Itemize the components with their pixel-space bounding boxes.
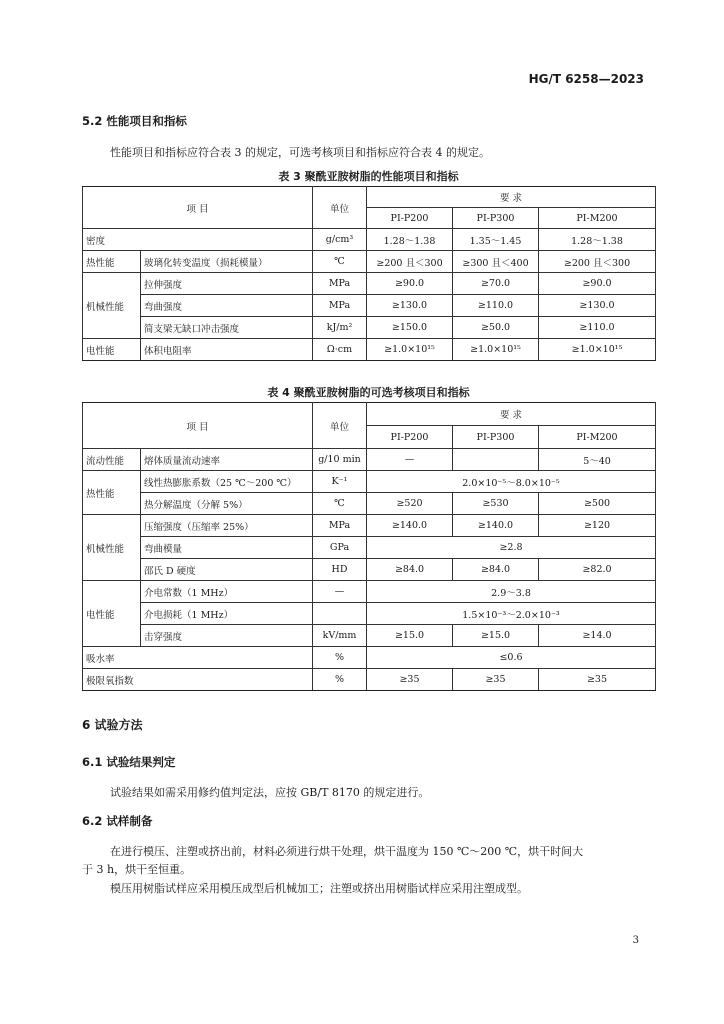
table3-value: ≥110.0 xyxy=(453,295,539,317)
table4-value: ≥84.0 xyxy=(367,559,453,581)
table4-value: — xyxy=(367,449,453,471)
table4-unit: % xyxy=(313,647,367,669)
table3-property: 体积电阻率 xyxy=(141,339,313,361)
table4-unit: GPa xyxy=(313,537,367,559)
table3-grade-p300: PI-P300 xyxy=(453,208,539,229)
table4-category: 吸水率 xyxy=(83,647,313,669)
section-6-2-text-1b: 于 3 h，烘干至恒重。 xyxy=(82,863,192,876)
table3-value: ≥1.0×10¹⁵ xyxy=(367,339,453,361)
section-6-1-text: 试验结果如需采用修约值判定法，应按 GB/T 8170 的规定进行。 xyxy=(110,786,430,799)
section-6-2-heading: 6.2 试样制备 xyxy=(82,814,153,828)
table3-header-unit: 单位 xyxy=(313,187,367,229)
table4-value: ≥2.8 xyxy=(367,537,656,559)
table3-value: ≥1.0×10¹⁵ xyxy=(539,339,656,361)
table3-header-requirement: 要 求 xyxy=(367,187,656,208)
table4-header-item: 项 目 xyxy=(83,403,313,449)
table4-grade-p300: PI-P300 xyxy=(453,426,539,449)
table3-value: ≥70.0 xyxy=(453,273,539,295)
table4-value: 5～40 xyxy=(539,449,656,471)
section-6-1-heading: 6.1 试验结果判定 xyxy=(82,755,176,769)
table3-property: 简支梁无缺口冲击强度 xyxy=(141,317,313,339)
table3-value: 1.28～1.38 xyxy=(539,229,656,251)
table4-value: 2.9～3.8 xyxy=(367,581,656,603)
table4-property: 熔体质量流动速率 xyxy=(141,449,313,471)
table3-category: 机械性能 xyxy=(83,273,141,339)
table4-unit: — xyxy=(313,581,367,603)
table-row xyxy=(83,471,656,493)
table-row xyxy=(83,625,656,647)
table4-value: ≥520 xyxy=(367,493,453,515)
table4-value: ≥15.0 xyxy=(367,625,453,647)
table4-unit: kV/mm xyxy=(313,625,367,647)
table4-unit: HD xyxy=(313,559,367,581)
table3-value: ≥90.0 xyxy=(539,273,656,295)
table3-value: ≥200 且＜300 xyxy=(367,251,453,273)
table4-grade-m200: PI-M200 xyxy=(539,426,656,449)
table-row xyxy=(83,295,656,317)
table4-value: ≥500 xyxy=(539,493,656,515)
section-6-2-text-1a: 在进行模压、注塑或挤出前，材料必须进行烘干处理，烘干温度为 150 ℃～200 ℃，烘干时间大 xyxy=(110,845,584,858)
table4-value: ≥84.0 xyxy=(453,559,539,581)
table-row xyxy=(83,493,656,515)
table3-value: ≥90.0 xyxy=(367,273,453,295)
table-row xyxy=(83,669,656,691)
table4-unit: g/10 min xyxy=(313,449,367,471)
table4-value xyxy=(453,449,539,471)
table4-category: 电性能 xyxy=(83,581,141,647)
table4-value: 2.0×10⁻⁵～8.0×10⁻⁵ xyxy=(367,471,656,493)
table3-value: 1.28～1.38 xyxy=(367,229,453,251)
table4-caption: 表 4 聚酰亚胺树脂的可选考核项目和指标 xyxy=(267,386,470,399)
table4-category: 机械性能 xyxy=(83,515,141,581)
table3-property: 弯曲强度 xyxy=(141,295,313,317)
table4 xyxy=(82,402,656,691)
table4-value: ≥140.0 xyxy=(367,515,453,537)
table4-category: 极限氧指数 xyxy=(83,669,313,691)
table-row xyxy=(83,317,656,339)
section-6-heading: 6 试验方法 xyxy=(82,718,143,732)
table4-value: 1.5×10⁻³～2.0×10⁻³ xyxy=(367,603,656,625)
table4-property: 弯曲模量 xyxy=(141,537,313,559)
table3-value: ≥200 且＜300 xyxy=(539,251,656,273)
table3-value: ≥150.0 xyxy=(367,317,453,339)
table3-header-item: 项 目 xyxy=(83,187,313,229)
table4-property: 介电常数（1 MHz） xyxy=(141,581,313,603)
standard-code: HG/T 6258—2023 xyxy=(528,72,644,86)
table3-unit: MPa xyxy=(313,273,367,295)
table4-header-requirement: 要 求 xyxy=(367,403,656,426)
table-row xyxy=(83,603,656,625)
table4-value: ≥140.0 xyxy=(453,515,539,537)
table4-grade-p200: PI-P200 xyxy=(367,426,453,449)
table4-category: 流动性能 xyxy=(83,449,141,471)
table4-unit: MPa xyxy=(313,515,367,537)
table3-property: 玻璃化转变温度（损耗模量） xyxy=(141,251,313,273)
table4-value: ≥35 xyxy=(453,669,539,691)
table4-header-unit: 单位 xyxy=(313,403,367,449)
table4-value: ≤0.6 xyxy=(367,647,656,669)
table3-caption: 表 3 聚酰亚胺树脂的性能项目和指标 xyxy=(278,170,459,183)
table4-value: ≥530 xyxy=(453,493,539,515)
table4-property: 线性热膨胀系数（25 ℃～200 ℃） xyxy=(141,471,313,493)
table3-unit: Ω·cm xyxy=(313,339,367,361)
table-row xyxy=(83,273,656,295)
table3-unit: kJ/m² xyxy=(313,317,367,339)
table3 xyxy=(82,186,656,361)
table3-unit: ℃ xyxy=(313,251,367,273)
table4-property: 邵氏 D 硬度 xyxy=(141,559,313,581)
table3-value: ≥130.0 xyxy=(367,295,453,317)
table-row xyxy=(83,251,656,273)
table4-value: ≥15.0 xyxy=(453,625,539,647)
table4-unit: ℃ xyxy=(313,493,367,515)
table4-value: ≥35 xyxy=(367,669,453,691)
table3-unit: MPa xyxy=(313,295,367,317)
table4-category: 热性能 xyxy=(83,471,141,515)
page-number: 3 xyxy=(632,935,639,946)
table4-value: ≥120 xyxy=(539,515,656,537)
section-5-2-text: 性能项目和指标应符合表 3 的规定，可选考核项目和指标应符合表 4 的规定。 xyxy=(110,146,490,159)
table3-category: 密度 xyxy=(83,229,313,251)
table3-value: ≥300 且＜400 xyxy=(453,251,539,273)
table3-value: 1.35～1.45 xyxy=(453,229,539,251)
table3-value: ≥50.0 xyxy=(453,317,539,339)
table-row xyxy=(83,581,656,603)
table-row xyxy=(83,339,656,361)
table4-property: 压缩强度（压缩率 25%） xyxy=(141,515,313,537)
table3-value: ≥1.0×10¹⁵ xyxy=(453,339,539,361)
table3-category: 电性能 xyxy=(83,339,141,361)
table4-unit xyxy=(313,603,367,625)
table-row xyxy=(83,229,656,251)
table3-value: ≥110.0 xyxy=(539,317,656,339)
table3-grade-m200: PI-M200 xyxy=(539,208,656,229)
table4-unit: K⁻¹ xyxy=(313,471,367,493)
table4-value: ≥35 xyxy=(539,669,656,691)
table3-unit: g/cm³ xyxy=(313,229,367,251)
table-row xyxy=(83,647,656,669)
table4-unit: % xyxy=(313,669,367,691)
section-6-2-text-2: 模压用树脂试样应采用模压成型后机械加工；注塑或挤出用树脂试样应采用注塑成型。 xyxy=(110,882,528,895)
table-row xyxy=(83,537,656,559)
table4-property: 介电损耗（1 MHz） xyxy=(141,603,313,625)
table4-property: 击穿强度 xyxy=(141,625,313,647)
table3-property: 拉伸强度 xyxy=(141,273,313,295)
table3-category: 热性能 xyxy=(83,251,141,273)
table3-value: ≥130.0 xyxy=(539,295,656,317)
table-row xyxy=(83,559,656,581)
table4-value: ≥82.0 xyxy=(539,559,656,581)
table-row xyxy=(83,515,656,537)
table-row xyxy=(83,449,656,471)
section-5-2-heading: 5.2 性能项目和指标 xyxy=(82,114,187,128)
table4-property: 热分解温度（分解 5%） xyxy=(141,493,313,515)
table4-value: ≥14.0 xyxy=(539,625,656,647)
table3-grade-p200: PI-P200 xyxy=(367,208,453,229)
